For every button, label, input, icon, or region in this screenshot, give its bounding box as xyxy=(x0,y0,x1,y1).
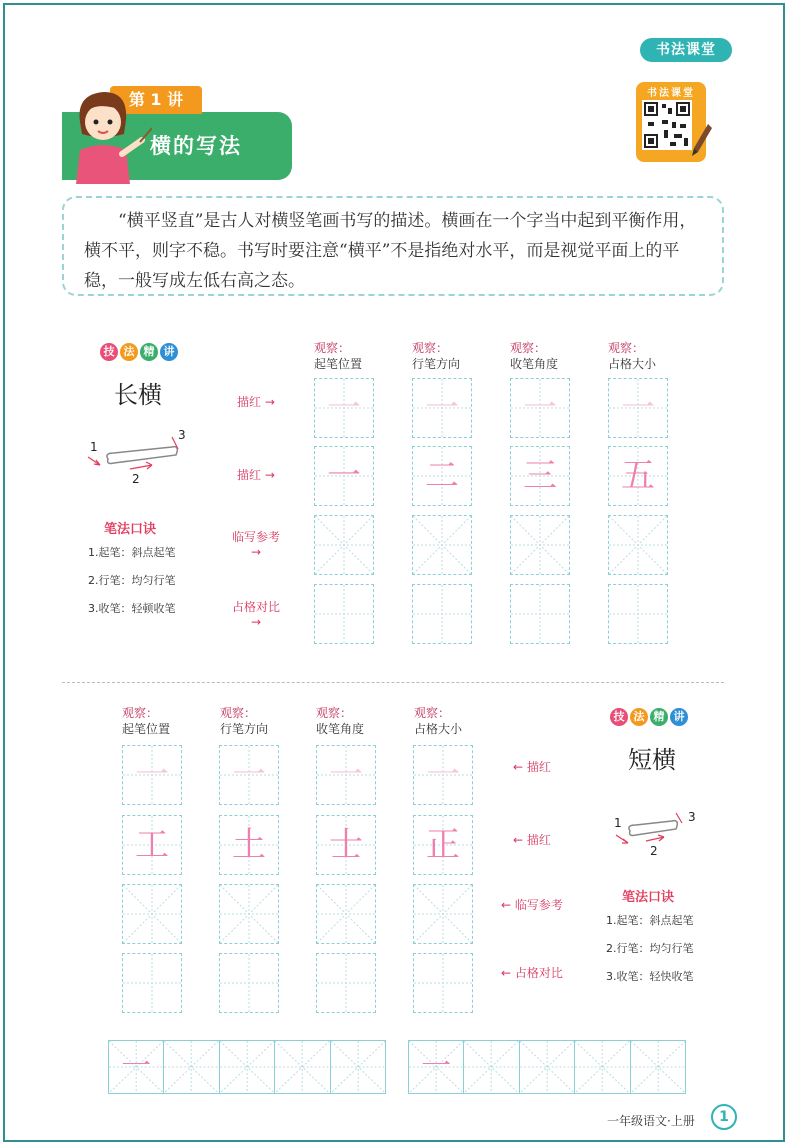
trace-character: 工 xyxy=(135,825,169,865)
trace-character: 一 xyxy=(327,456,361,496)
observation-label: 观察： 行笔方向 xyxy=(220,706,269,736)
course-badge: 书法课堂 xyxy=(640,38,732,62)
practice-cell[interactable] xyxy=(413,953,473,1013)
row-label-copy: ← 临写参考 xyxy=(501,898,563,912)
strip-cell[interactable] xyxy=(575,1041,630,1093)
tip-item: 2.行笔：均匀行笔 xyxy=(88,574,176,587)
tag-char: 技 xyxy=(610,708,628,726)
practice-strip-left[interactable] xyxy=(108,1040,386,1094)
strip-cell[interactable] xyxy=(631,1041,685,1093)
practice-cell[interactable] xyxy=(122,884,182,944)
qr-label: 书法课堂 xyxy=(647,88,695,99)
strip-cell[interactable] xyxy=(220,1041,275,1093)
trace-character: 一 xyxy=(425,388,459,428)
practice-cell[interactable] xyxy=(316,815,376,875)
practice-cell[interactable] xyxy=(412,446,472,506)
tag-char: 讲 xyxy=(160,343,178,361)
practice-cell[interactable] xyxy=(314,446,374,506)
tip-item: 3.收笔：轻顿收笔 xyxy=(88,602,176,615)
tip-item: 1.起笔：斜点起笔 xyxy=(88,546,176,559)
strip-cell[interactable] xyxy=(331,1041,385,1093)
practice-cell[interactable] xyxy=(412,515,472,575)
technique-tag xyxy=(100,340,184,362)
strip-cell[interactable] xyxy=(109,1041,164,1093)
trace-character: 土 xyxy=(232,825,266,865)
row-label-trace: ← 描红 xyxy=(513,833,551,847)
observation-label: 观察： 收笔角度 xyxy=(316,706,365,736)
trace-character: 一 xyxy=(232,755,266,795)
strip-cell[interactable] xyxy=(409,1041,464,1093)
diagram-number-2: 2 xyxy=(650,844,658,858)
strip-cell[interactable] xyxy=(164,1041,219,1093)
trace-character: 一 xyxy=(621,388,655,428)
practice-cell[interactable] xyxy=(316,884,376,944)
practice-cell[interactable] xyxy=(122,815,182,875)
short-horizontal-diagram xyxy=(606,805,706,865)
diagram-number-2: 2 xyxy=(132,472,140,485)
trace-character: 一 xyxy=(327,388,361,428)
tag-char: 法 xyxy=(630,708,648,726)
technique-tag xyxy=(610,705,694,727)
practice-cell[interactable] xyxy=(316,745,376,805)
pen-icon xyxy=(690,122,714,158)
practice-cell[interactable] xyxy=(412,584,472,644)
trace-character: 五 xyxy=(621,456,655,496)
row-label-trace: ← 描红 xyxy=(513,760,551,774)
strip-cell[interactable] xyxy=(520,1041,575,1093)
stroke-name: 短横 xyxy=(628,746,676,774)
teacher-illustration xyxy=(62,84,152,184)
trace-character: 一 xyxy=(121,1049,152,1084)
practice-cell[interactable] xyxy=(314,584,374,644)
trace-character: 一 xyxy=(426,755,460,795)
tips-title: 笔法口诀 xyxy=(622,890,675,905)
practice-cell[interactable] xyxy=(510,584,570,644)
stroke-name: 长横 xyxy=(114,381,162,409)
tag-char: 精 xyxy=(650,708,668,726)
lesson-number: 第 1 讲 xyxy=(110,86,202,114)
tip-item: 3.收笔：轻快收笔 xyxy=(606,970,694,983)
book-title: 一年级语文·上册 xyxy=(607,1114,695,1128)
trace-character: 正 xyxy=(426,825,460,865)
practice-cell[interactable] xyxy=(314,378,374,438)
diagram-number-3: 3 xyxy=(178,428,186,442)
practice-cell[interactable] xyxy=(608,446,668,506)
row-label-trace: 描红 → xyxy=(237,468,275,482)
observation-label: 观察： 占格大小 xyxy=(608,341,657,371)
row-label-compare: 占格对比 → xyxy=(231,600,280,629)
observation-label: 观察： 占格大小 xyxy=(414,706,463,736)
row-label-copy: 临写参考 → xyxy=(231,530,280,559)
practice-cell[interactable] xyxy=(608,584,668,644)
trace-character: 一 xyxy=(135,755,169,795)
practice-cell[interactable] xyxy=(413,884,473,944)
intro-text: “横平竖直”是古人对横竖笔画书写的描述。横画在一个字当中起到平衡作用，横不平，则字不稳。书写时要注意“横平”不是指绝对水平，而是视觉平面上的平稳，一般写成左低右高之态。 xyxy=(84,211,697,291)
section-divider xyxy=(62,682,724,683)
row-label-trace: 描红 → xyxy=(237,395,275,409)
practice-cell[interactable] xyxy=(608,515,668,575)
tag-char: 技 xyxy=(100,343,118,361)
practice-cell[interactable] xyxy=(412,378,472,438)
practice-cell[interactable] xyxy=(219,884,279,944)
trace-character: 士 xyxy=(329,825,363,865)
practice-cell[interactable] xyxy=(413,815,473,875)
tip-item: 1.起笔：斜点起笔 xyxy=(606,914,694,927)
tag-char: 法 xyxy=(120,343,138,361)
strip-cell[interactable] xyxy=(275,1041,330,1093)
row-label-compare: ← 占格对比 xyxy=(501,966,563,980)
lesson-title: 横的写法 xyxy=(150,134,242,158)
practice-cell[interactable] xyxy=(608,378,668,438)
trace-character: 一 xyxy=(421,1049,452,1084)
tag-char: 精 xyxy=(140,343,158,361)
trace-character: 二 xyxy=(425,456,459,496)
trace-character: 一 xyxy=(329,755,363,795)
practice-cell[interactable] xyxy=(510,515,570,575)
page-number: 1 xyxy=(711,1104,737,1130)
tips-title: 笔法口诀 xyxy=(104,522,157,537)
observation-label: 观察： 收笔角度 xyxy=(510,341,559,371)
practice-cell[interactable] xyxy=(219,953,279,1013)
practice-cell[interactable] xyxy=(413,745,473,805)
observation-label: 观察： 起笔位置 xyxy=(122,706,171,736)
trace-character: 一 xyxy=(523,388,557,428)
intro-box xyxy=(62,196,724,296)
qr-code[interactable] xyxy=(642,100,692,150)
long-horizontal-diagram xyxy=(86,425,186,485)
diagram-number-1: 1 xyxy=(614,816,622,830)
observation-label: 观察： 行笔方向 xyxy=(412,341,461,371)
diagram-number-1: 1 xyxy=(90,440,98,454)
tip-item: 2.行笔：均匀行笔 xyxy=(606,942,694,955)
observation-label: 观察： 起笔位置 xyxy=(314,341,363,371)
practice-cell[interactable] xyxy=(219,745,279,805)
practice-strip-right[interactable] xyxy=(408,1040,686,1094)
practice-cell[interactable] xyxy=(316,953,376,1013)
practice-cell[interactable] xyxy=(219,815,279,875)
practice-cell[interactable] xyxy=(122,953,182,1013)
trace-character: 三 xyxy=(523,456,557,496)
practice-cell[interactable] xyxy=(510,378,570,438)
tag-char: 讲 xyxy=(670,708,688,726)
practice-cell[interactable] xyxy=(122,745,182,805)
diagram-number-3: 3 xyxy=(688,810,696,824)
practice-cell[interactable] xyxy=(314,515,374,575)
practice-cell[interactable] xyxy=(510,446,570,506)
strip-cell[interactable] xyxy=(464,1041,519,1093)
